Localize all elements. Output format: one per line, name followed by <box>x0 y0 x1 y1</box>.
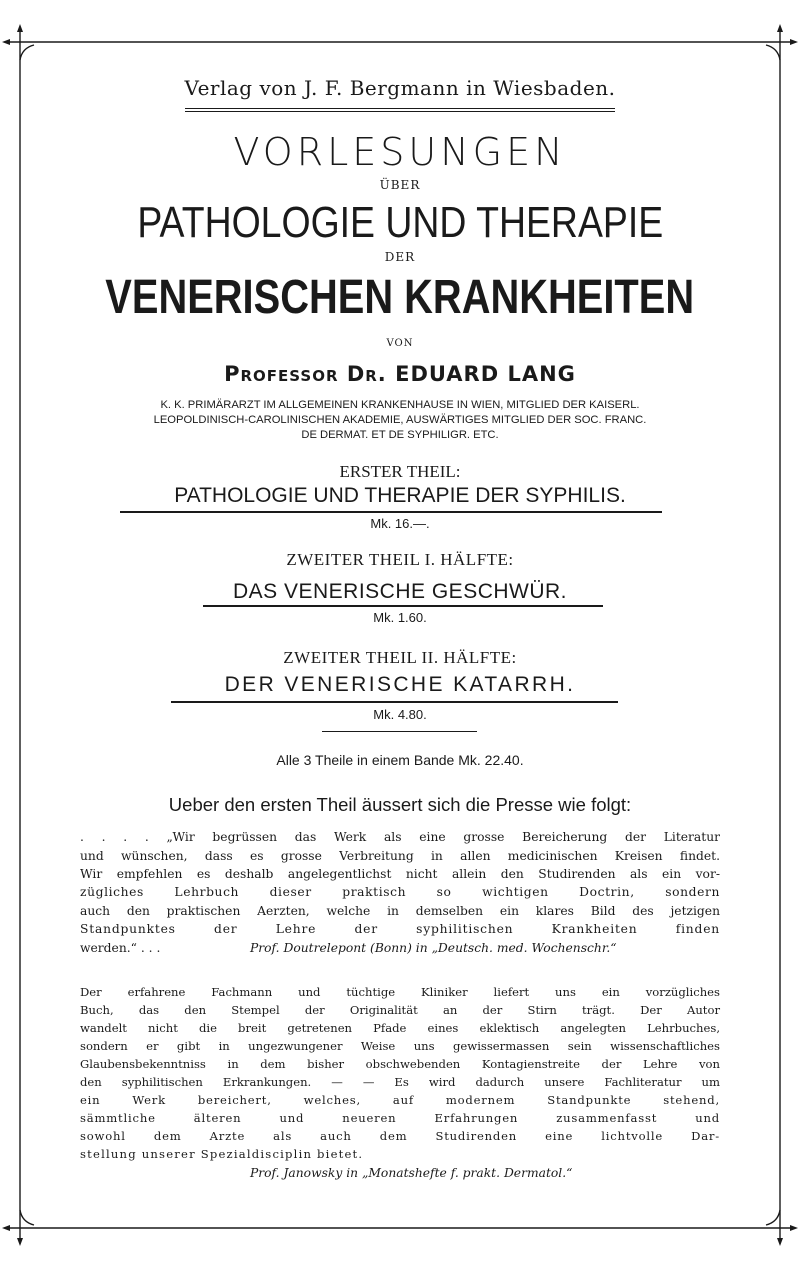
part-3-rule <box>171 701 618 703</box>
review-2-line-8: sämmtliche älteren und neueren Erfahrungen zusammenfasst und <box>80 1111 720 1125</box>
review-2-line-9: sowohl dem Arzte als auch dem Studirenden eine lichtvolle Dar- <box>80 1129 720 1143</box>
press-heading: Ueber den ersten Theil äussert sich die Presse wie folgt: <box>168 794 632 815</box>
title-vorlesungen: VORLESUNGEN <box>233 130 567 174</box>
review-2-line-4: sondern er gibt in ungezwungener Weise uns gewissermassen sein wissenschaftliches <box>80 1039 720 1053</box>
review-2-line-2: Buch, das den Stempel der Originalität an der Stirn trägt. Der Autor <box>80 1003 720 1017</box>
review-2-last-line: stellung unserer Spezialdisciplin bietet. <box>80 1147 364 1161</box>
part-2-subtitle: DAS VENERISCHE GESCHWÜR. <box>232 580 568 603</box>
review-1-line-3: Wir empfehlen es deshalb angelegentlichst nicht allein den Studirenden als ein vor- <box>80 867 720 881</box>
review-2-line-1: Der erfahrene Fachmann und tüchtige Kliniker liefert uns ein vorzügliches <box>80 985 720 999</box>
review-2-line-5: Glaubensbekenntniss in dem bisher obschwebenden Kontagienstreite der Lehre von <box>80 1057 720 1071</box>
review-1-line-4: zügliches Lehrbuch dieser praktisch so wichtigen Doctrin, sondern <box>80 885 720 899</box>
review-1-line-2: und wünschen, dass es grosse Verbreitung in allen medicinischen Kreisen findet. <box>80 849 720 863</box>
part-1-price: Mk. 16.—. <box>370 516 430 531</box>
review-1-line-1: . . . . „Wir begrüssen das Werk als eine grosse Bereicherung der Literatur <box>80 830 720 844</box>
part-2-heading: ZWEITER THEIL I. HÄLFTE: <box>286 550 514 569</box>
author-name: Professor Dr. EDUARD LANG <box>224 362 576 386</box>
review-2-source: Prof. Janowsky in „Monatshefte f. prakt. Dermatol.“ <box>250 1166 573 1180</box>
publisher-divider <box>185 108 615 109</box>
review-2-line-3: wandelt nicht die breit getretenen Pfade eines eklektisch angelegten Lehrbuches, <box>80 1021 720 1035</box>
part-3-heading: ZWEITER THEIL II. HÄLFTE: <box>283 648 517 667</box>
part-1-subtitle: PATHOLOGIE UND THERAPIE DER SYPHILIS. <box>174 484 626 507</box>
title-venerischen-text: VENERISCHEN KRANKHEITEN <box>105 271 695 324</box>
review-2-line-6: den syphilitischen Erkrankungen. — — Es wird dadurch unsere Fachliteratur um <box>80 1075 720 1089</box>
title-ueber: ÜBER <box>379 178 421 192</box>
review-1-line-6: Standpunktes der Lehre der syphilitischen Krankheiten finden <box>80 922 720 936</box>
part-2-rule <box>203 605 603 607</box>
title-von: VON <box>386 338 414 349</box>
part-3-subtitle: DER VENERISCHE KATARRH. <box>224 673 576 696</box>
total-offer: Alle 3 Theile in einem Bande Mk. 22.40. <box>276 752 524 768</box>
review-1-source: Prof. Doutrelepont (Bonn) in „Deutsch. med. Wochenschr.“ <box>250 941 617 955</box>
part-1-rule <box>120 511 662 513</box>
publisher-divider-2 <box>185 111 615 112</box>
title-pathologie-und-therapie <box>0 198 800 248</box>
part-3-price: Mk. 4.80. <box>373 707 427 722</box>
author-affiliation-line-3: DE DERMAT. ET DE SYPHILIGR. ETC. <box>301 429 499 441</box>
author-affiliation-line-1: K. K. PRIMÄRARZT IM ALLGEMEINEN KRANKENHAUSE IN WIEN, MITGLIED DER KAISERL. <box>160 399 640 411</box>
short-divider <box>322 731 477 732</box>
title-der: DER <box>384 250 416 264</box>
review-1-last-line: werden.“ . . . <box>80 941 161 955</box>
author-affiliation-line-2: LEOPOLDINISCH-CAROLINISCHEN AKADEMIE, AUSWÄRTIGES MITGLIED DER SOC. FRANC. <box>153 414 647 426</box>
title-venerischen-krankheiten <box>0 270 800 325</box>
review-1-line-5: auch den praktischen Aerzten, welche in demselben ein klares Bild des jetzigen <box>80 904 720 918</box>
title-pathologie-text: PATHOLOGIE UND THERAPIE <box>137 198 663 247</box>
publisher-line: Verlag von J. F. Bergmann in Wiesbaden. <box>184 76 616 100</box>
part-1-heading: ERSTER THEIL: <box>339 462 461 481</box>
review-2-line-7: ein Werk bereichert, welches, auf modernem Standpunkte stehend, <box>80 1093 720 1107</box>
part-2-price: Mk. 1.60. <box>373 610 427 625</box>
